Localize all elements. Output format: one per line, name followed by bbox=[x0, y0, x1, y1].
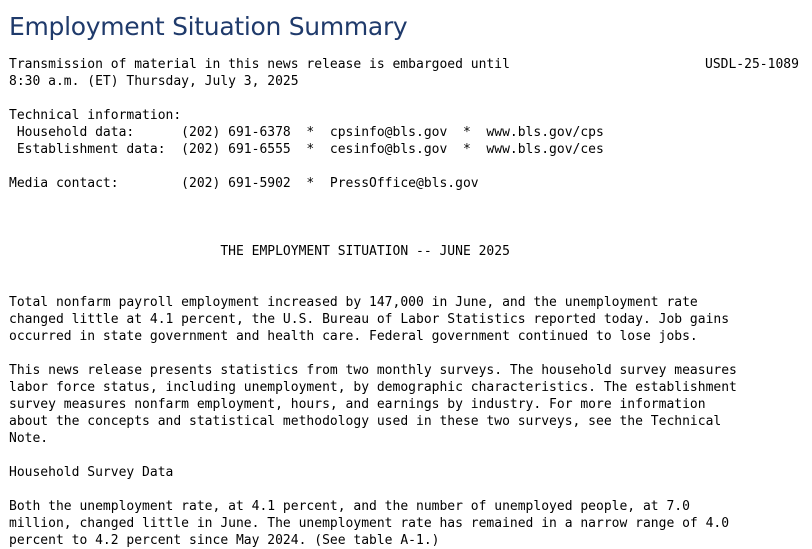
blank-line bbox=[9, 158, 737, 175]
blank-line bbox=[9, 90, 737, 107]
paragraph-2-line: about the concepts and statistical methodology used in these two surveys, see the Technical bbox=[9, 414, 722, 429]
paragraph-3-line: million, changed little in June. The unemployment rate has remained in a narrow range of 4.0 bbox=[9, 516, 730, 531]
paragraph-3-line: Both the unemployment rate, at 4.1 percent, and the number of unemployed people, at 7.0 bbox=[9, 499, 690, 514]
blank-line bbox=[9, 277, 737, 294]
blank-line bbox=[9, 209, 737, 226]
release-heading: THE EMPLOYMENT SITUATION -- JUNE 2025 bbox=[9, 244, 510, 259]
paragraph-1-line: changed little at 4.1 percent, the U.S. Bureau of Labor Statistics reported today. Job gains bbox=[9, 312, 730, 327]
paragraph-3-line: percent to 4.2 percent since May 2024. (See table A-1.) bbox=[9, 533, 440, 548]
household-contact: Household data: (202) 691-6378 * cpsinfo@bls.gov * www.bls.gov/cps bbox=[9, 125, 604, 140]
blank-line bbox=[9, 192, 737, 209]
paragraph-1-line: Total nonfarm payroll employment increased by 147,000 in June, and the unemployment rate bbox=[9, 295, 698, 310]
paragraph-2-line: labor force status, including unemployment, by demographic characteristics. The establishment bbox=[9, 380, 737, 395]
release-body bbox=[9, 56, 737, 549]
paragraph-2-line: This news release presents statistics from two monthly surveys. The household survey measures bbox=[9, 363, 737, 378]
paragraph-2-line: survey measures nonfarm employment, hours, and earnings by industry. For more information bbox=[9, 397, 706, 412]
blank-line bbox=[9, 447, 737, 464]
blank-line bbox=[9, 260, 737, 277]
release-id: USDL-25-1089 bbox=[705, 57, 799, 72]
section-heading: Household Survey Data bbox=[9, 465, 174, 480]
blank-line bbox=[9, 345, 737, 362]
establishment-contact: Establishment data: (202) 691-6555 * cesinfo@bls.gov * www.bls.gov/ces bbox=[9, 142, 604, 157]
media-contact: Media contact: (202) 691-5902 * PressOffice@bls.gov bbox=[9, 176, 479, 191]
embargo-line-1: Transmission of material in this news release is embargoed until bbox=[9, 57, 510, 72]
blank-line bbox=[9, 481, 737, 498]
technical-info-label: Technical information: bbox=[9, 108, 182, 123]
embargo-line-2: 8:30 a.m. (ET) Thursday, July 3, 2025 bbox=[9, 74, 299, 89]
paragraph-1-line: occurred in state government and health care. Federal government continued to lose jobs. bbox=[9, 329, 698, 344]
page-title: Employment Situation Summary bbox=[9, 12, 408, 41]
paragraph-2-line: Note. bbox=[9, 431, 49, 446]
blank-line bbox=[9, 226, 737, 243]
